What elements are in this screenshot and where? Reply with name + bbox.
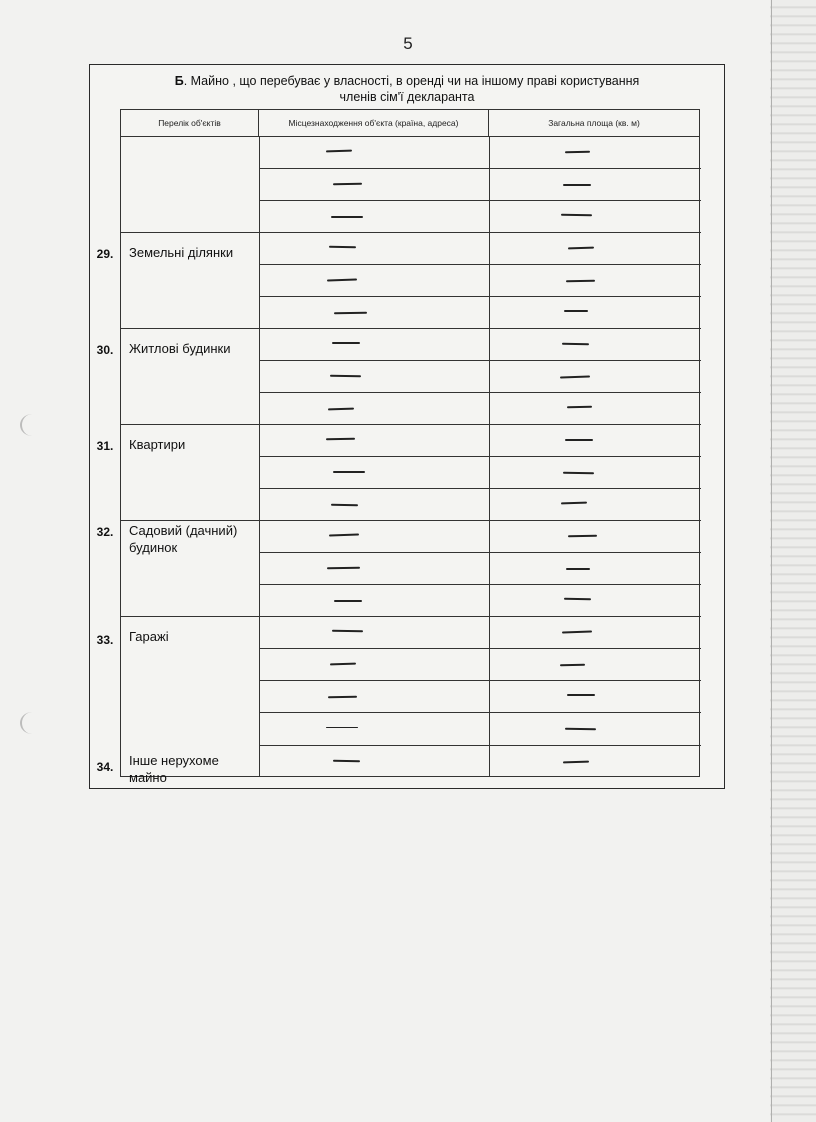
empty-cell-dash — [330, 375, 361, 377]
row-divider — [259, 552, 701, 553]
empty-cell-dash — [563, 761, 589, 764]
empty-cell-dash — [566, 280, 595, 282]
empty-cell-dash — [566, 568, 590, 570]
empty-cell-dash — [331, 216, 363, 218]
section-title-line2: членів сім'ї декларанта — [339, 90, 475, 104]
empty-cell-dash — [332, 630, 363, 632]
row-label-line: Інше нерухоме — [129, 753, 219, 768]
row-number: 33. — [96, 633, 114, 647]
section-title — [90, 73, 724, 105]
column-header-area: Загальна площа (кв. м) — [548, 118, 640, 128]
row-label — [129, 752, 257, 786]
punch-hole — [20, 414, 44, 436]
row-label-line: майно — [129, 770, 167, 785]
empty-cell-dash — [562, 343, 589, 345]
group-divider — [121, 328, 701, 329]
row-divider — [259, 456, 701, 457]
row-number: 30. — [96, 343, 114, 357]
empty-cell-dash — [567, 694, 595, 696]
empty-cell-dash — [331, 504, 358, 506]
row-label-line: будинок — [129, 540, 178, 555]
empty-cell-dash — [328, 408, 354, 411]
empty-cell-dash — [330, 663, 356, 666]
group-divider — [121, 424, 701, 425]
row-divider — [259, 488, 701, 489]
empty-cell-dash — [567, 406, 592, 408]
empty-cell-dash — [563, 184, 591, 186]
empty-cell-dash — [329, 246, 356, 248]
empty-cell-dash — [561, 214, 592, 216]
row-label-line: Садовий (дачний) — [129, 523, 238, 538]
property-section-frame — [89, 64, 725, 789]
empty-cell-dash — [562, 630, 592, 633]
row-divider — [259, 648, 701, 649]
empty-cell-dash — [565, 439, 593, 441]
empty-cell-dash — [332, 342, 360, 344]
row-number: 31. — [96, 439, 114, 453]
empty-cell-dash — [561, 502, 587, 505]
table-header — [120, 109, 700, 137]
row-divider — [259, 712, 701, 713]
empty-cell-dash — [563, 472, 594, 474]
row-number: 32. — [96, 525, 114, 539]
row-label-line: Квартири — [129, 437, 186, 452]
binding-edge — [771, 0, 772, 1122]
row-label — [129, 628, 257, 645]
group-divider — [121, 232, 701, 233]
empty-cell-dash — [333, 471, 365, 473]
row-divider — [259, 200, 701, 201]
section-letter: Б — [174, 74, 184, 88]
empty-cell-dash — [333, 760, 360, 762]
empty-cell-dash — [329, 533, 359, 536]
spiral-binding — [770, 0, 816, 1122]
punch-hole — [20, 712, 44, 734]
empty-cell-dash — [564, 310, 588, 312]
empty-cell-dash — [568, 247, 594, 250]
row-divider — [259, 680, 701, 681]
row-divider — [259, 745, 701, 746]
empty-cell-dash — [328, 696, 357, 698]
row-divider — [259, 168, 701, 169]
empty-cell-dash — [564, 598, 591, 600]
group-divider — [121, 616, 701, 617]
page-number: 5 — [403, 34, 413, 53]
row-label — [129, 244, 257, 261]
empty-cell-dash — [568, 535, 597, 537]
row-label-line: Земельні ділянки — [129, 245, 234, 260]
row-label-line: Гаражі — [129, 629, 169, 644]
row-divider — [259, 584, 701, 585]
row-label — [129, 522, 257, 556]
empty-cell-dash — [333, 183, 362, 185]
row-label — [129, 436, 257, 453]
row-label — [129, 340, 257, 357]
row-divider — [259, 360, 701, 361]
row-number: 34. — [96, 760, 114, 774]
empty-cell-dash — [326, 150, 352, 153]
row-divider — [259, 264, 701, 265]
empty-cell-dash — [334, 600, 362, 602]
column-header-objects: Перелік об'єктів — [121, 110, 259, 136]
row-number: 29. — [96, 247, 114, 261]
property-table — [120, 136, 700, 785]
group-divider — [121, 520, 701, 521]
section-title-line1: . Майно , що перебуває у власності, в оренді чи на іншому праві користування — [183, 74, 640, 88]
empty-cell-dash — [565, 727, 596, 729]
row-divider — [259, 296, 701, 297]
column-header-location: Місцезнаходження об'єкта (країна, адреса) — [259, 110, 489, 136]
empty-cell-dash — [565, 151, 590, 153]
empty-cell-dash — [560, 664, 585, 666]
empty-cell-dash — [327, 567, 360, 569]
empty-cell-dash — [560, 375, 590, 378]
empty-cell-dash — [334, 312, 367, 314]
row-divider — [259, 392, 701, 393]
row-label-line: Житлові будинки — [129, 341, 231, 356]
empty-cell-dash — [326, 438, 355, 440]
empty-cell-dash — [327, 278, 357, 281]
empty-cell-dash — [326, 727, 358, 729]
